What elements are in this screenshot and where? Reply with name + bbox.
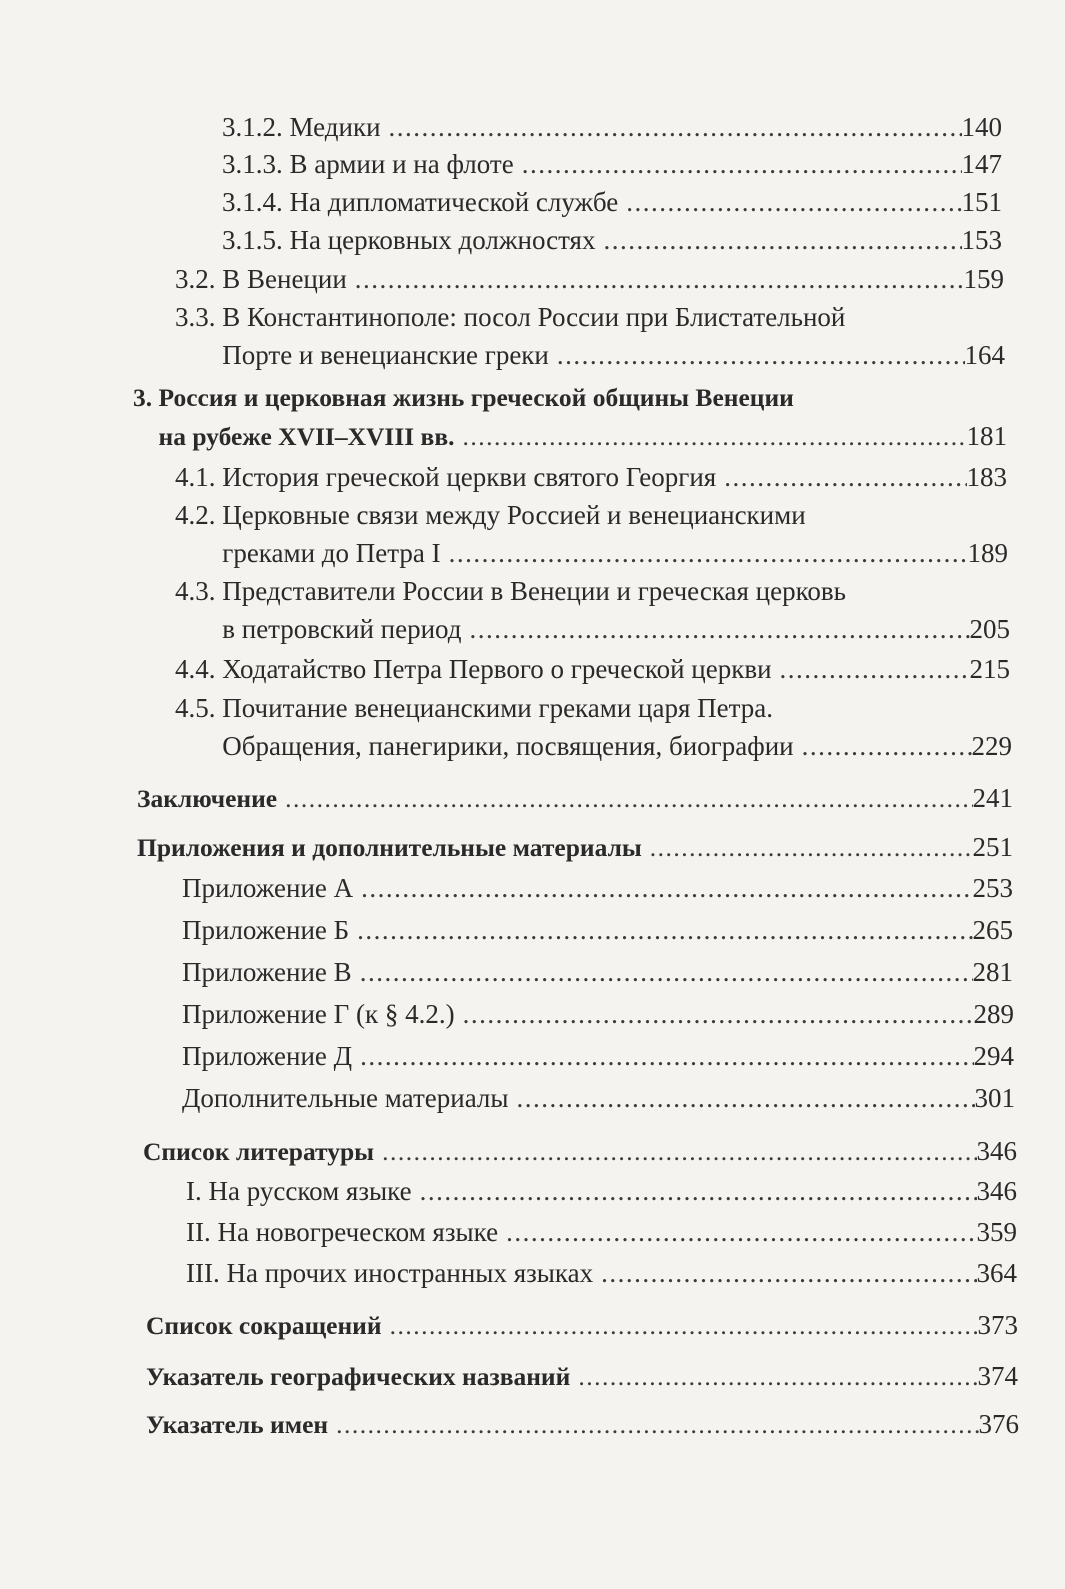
toc-entry-page-number: 151 — [961, 187, 1002, 217]
toc-entry-row — [222, 221, 1002, 259]
dot-leader — [463, 995, 974, 1033]
toc-entry-page-number: 364 — [976, 1258, 1017, 1288]
dot-leader — [603, 221, 961, 259]
toc-entry — [133, 379, 1007, 456]
toc-entry-title — [222, 727, 801, 765]
toc-entry-page-number: 215 — [969, 654, 1010, 684]
dot-leader — [361, 869, 972, 907]
toc-entry-number: 4.1. — [175, 462, 216, 492]
toc-entry — [143, 1132, 1017, 1171]
dot-leader — [470, 610, 970, 648]
toc-entry-title-text: Обращения, панегирики, посвящения, биографии — [222, 731, 794, 761]
toc-entry-title-text: На дипломатической службе — [289, 187, 619, 217]
toc-entry-title-text: Указатель имен — [146, 1410, 329, 1439]
dot-leader — [390, 1307, 978, 1345]
toc-entry — [175, 496, 1008, 572]
toc-entry-title — [186, 1172, 420, 1210]
toc-entry — [182, 953, 1013, 991]
toc-entry-number: 3.2. — [175, 264, 216, 294]
toc-entry-title — [143, 1133, 382, 1171]
toc-entry-title-text: Приложение А — [182, 873, 354, 903]
toc-entry-number: 4.4. — [175, 654, 216, 684]
toc-entry — [186, 1213, 1017, 1251]
toc-entry-title — [182, 995, 463, 1033]
toc-entry-title-line1 — [133, 379, 1007, 417]
toc-entry — [222, 183, 1002, 221]
toc-entry-title — [146, 1358, 578, 1396]
toc-entry-page-number: 289 — [973, 999, 1014, 1029]
toc-entry-number: I. — [186, 1176, 202, 1206]
toc-entry-number: 4.2. — [175, 500, 216, 530]
toc-entry-title — [175, 260, 355, 298]
toc-entry-page-number: 241 — [972, 783, 1013, 813]
dot-leader — [650, 829, 973, 867]
toc-entry-page-number: 373 — [977, 1310, 1018, 1340]
toc-entry — [222, 145, 1002, 183]
toc-entry-title-text: История греческой церкви святого Георгия — [222, 462, 717, 492]
toc-entry — [137, 828, 1013, 867]
toc-entry-number: 3.1.2. — [222, 112, 283, 142]
toc-entry-page-number: 374 — [977, 1361, 1018, 1391]
toc-entry — [175, 260, 1004, 298]
toc-entry-title-text: В Венеции — [222, 264, 347, 294]
toc-entry-title-text: греками до Петра I — [222, 538, 441, 568]
toc-entry-row — [186, 1254, 1017, 1292]
toc-entry-title-text: Дополнительные материалы — [182, 1083, 509, 1113]
toc-entry-title-line1 — [175, 298, 1005, 336]
toc-entry-row — [182, 953, 1013, 991]
dot-leader — [357, 911, 972, 949]
toc-entry-title-text: Россия и церковная жизнь греческой общины Венеции — [158, 383, 794, 412]
dot-leader — [780, 650, 970, 688]
toc-entry — [146, 1306, 1018, 1345]
dot-leader — [578, 1358, 977, 1396]
toc-entry-number: 3. — [133, 383, 153, 412]
toc-entry-title — [222, 145, 522, 183]
toc-entry-page-number: 164 — [964, 340, 1005, 370]
toc-entry-title-text: Ходатайство Петра Первого о греческой церкви — [222, 654, 772, 684]
toc-entry-title — [182, 953, 360, 991]
toc-entry-page-number: 253 — [972, 873, 1013, 903]
toc-entry — [175, 572, 1010, 648]
toc-entry-row — [222, 108, 1002, 146]
toc-entry-title — [137, 780, 285, 818]
toc-entry-title-text: Медики — [289, 112, 381, 142]
toc-entry-title-text: Список сокращений — [146, 1311, 382, 1340]
toc-entry-page-number: 376 — [978, 1409, 1019, 1439]
toc-entry-title — [222, 183, 626, 221]
dot-leader — [360, 1037, 973, 1075]
toc-entry-page-number: 346 — [976, 1176, 1017, 1206]
toc-entry-title-text: В армии и на флоте — [289, 149, 514, 179]
toc-entry-number: 3.1.5. — [222, 225, 283, 255]
toc-entry-row — [137, 828, 1013, 867]
toc-entry-title-text: На русском языке — [208, 1176, 412, 1206]
toc-entry-page-number: 294 — [973, 1041, 1014, 1071]
dot-leader — [626, 183, 961, 221]
dot-leader — [517, 1079, 975, 1117]
toc-entry — [175, 650, 1010, 688]
toc-entry — [175, 298, 1005, 374]
toc-entry-row — [182, 1037, 1014, 1075]
dot-leader — [355, 260, 964, 298]
dot-leader — [724, 458, 966, 496]
toc-entry-title-text: в петровский период — [222, 614, 462, 644]
toc-entry-title-text: Заключение — [137, 784, 278, 813]
toc-entry-page-number: 189 — [967, 538, 1008, 568]
dot-leader — [462, 418, 966, 456]
toc-entry-title-text: Приложение Б — [182, 915, 350, 945]
toc-entry-row — [133, 417, 1007, 456]
toc-entry-title-text: Почитание венецианскими греками царя Петра. — [222, 693, 773, 723]
toc-entry-row — [146, 1405, 1019, 1444]
dot-leader — [382, 1133, 976, 1171]
dot-leader — [360, 953, 973, 991]
toc-entry-title — [222, 336, 557, 374]
toc-entry-row — [182, 995, 1014, 1033]
toc-entry-title — [137, 829, 650, 867]
toc-entry-row — [175, 458, 1007, 496]
toc-entry-page-number: 153 — [961, 225, 1002, 255]
toc-entry-title-line1 — [175, 496, 1008, 534]
toc-entry — [175, 458, 1007, 496]
dot-leader — [522, 145, 962, 183]
toc-entry-title — [175, 458, 724, 496]
toc-entry-page-number: 229 — [971, 731, 1012, 761]
toc-entry — [182, 911, 1013, 949]
toc-entry — [146, 1405, 1019, 1444]
toc-entry-title-text: На прочих иностранных языках — [226, 1258, 594, 1288]
toc-entry-title-text: Приложение Г (к § 4.2.) — [182, 999, 455, 1029]
toc-entry-row — [182, 1079, 1015, 1117]
toc-entry-page-number: 181 — [966, 421, 1007, 451]
toc-entry-title — [222, 534, 448, 572]
toc-entry-page-number: 359 — [976, 1217, 1017, 1247]
toc-entry — [222, 221, 1002, 259]
toc-entry-title — [175, 650, 780, 688]
toc-entry-row — [182, 911, 1013, 949]
dot-leader — [449, 534, 968, 572]
toc-entry-title-text: На новогреческом языке — [217, 1217, 499, 1247]
toc-entry-number: 3.3. — [175, 302, 216, 332]
toc-entry-number: III. — [186, 1258, 220, 1288]
toc-entry-page-number: 205 — [969, 614, 1010, 644]
toc-entry — [182, 1079, 1015, 1117]
toc-entry-row — [186, 1213, 1017, 1251]
toc-entry-row — [175, 336, 1005, 374]
dot-leader — [336, 1406, 978, 1444]
toc-entry-title — [182, 1079, 517, 1117]
toc-entry-row — [175, 534, 1008, 572]
toc-entry-row — [143, 1132, 1017, 1171]
toc-entry-page-number: 251 — [972, 832, 1013, 862]
toc-entry-title — [182, 911, 357, 949]
toc-entry-title — [159, 418, 463, 456]
toc-entry-number: II. — [186, 1217, 211, 1247]
toc-entry-title — [182, 869, 361, 907]
toc-entry-page-number: 140 — [961, 112, 1002, 142]
toc-entry-row — [182, 869, 1013, 907]
toc-entry-title-text: В Константинополе: посол России при Блистательной — [222, 302, 846, 332]
toc-entry-title — [186, 1213, 506, 1251]
toc-entry-title — [222, 108, 389, 146]
toc-entry-row — [137, 779, 1013, 818]
toc-entry-page-number: 301 — [974, 1083, 1015, 1113]
toc-entry-row — [146, 1306, 1018, 1345]
dot-leader — [389, 108, 962, 146]
toc-entry-title-line1 — [175, 572, 1010, 610]
toc-entry-title-text: Представители России в Венеции и греческая церковь — [222, 576, 846, 606]
toc-entry — [175, 689, 1012, 765]
toc-entry-title — [146, 1406, 336, 1444]
toc-entry — [222, 108, 1002, 146]
toc-entry — [182, 869, 1013, 907]
dot-leader — [506, 1213, 976, 1251]
toc-entry-title-text: На церковных должностях — [289, 225, 596, 255]
toc-entry-number: 3.1.4. — [222, 187, 283, 217]
toc-entry-title-text: на рубеже XVII–XVIII вв. — [158, 422, 455, 451]
toc-entry-page-number: 281 — [972, 957, 1013, 987]
toc-entry-row — [175, 610, 1010, 648]
toc-entry — [182, 1037, 1014, 1075]
toc-entry-title-text: Приложение Д — [182, 1041, 353, 1071]
toc-entry-number: 4.5. — [175, 693, 216, 723]
toc-entry — [186, 1254, 1017, 1292]
dot-leader — [285, 780, 972, 818]
toc-entry — [146, 1357, 1018, 1396]
toc-entry-title-text: Список литературы — [143, 1137, 375, 1166]
toc-entry-title-text: Указатель географических названий — [146, 1362, 571, 1391]
toc-entry-number: 4.3. — [175, 576, 216, 606]
toc-entry-title — [222, 221, 603, 259]
toc-entry-title — [222, 610, 469, 648]
toc-entry — [186, 1172, 1017, 1210]
toc-entry-title — [182, 1037, 360, 1075]
toc-entry-row — [222, 183, 1002, 221]
toc-entry-title-text: Приложение В — [182, 957, 352, 987]
toc-entry-number: 3.1.3. — [222, 149, 283, 179]
toc-entry-page-number: 346 — [976, 1136, 1017, 1166]
toc-entry-row — [175, 650, 1010, 688]
toc-entry-title-text: Приложения и дополнительные материалы — [137, 833, 642, 862]
toc-entry-title — [186, 1254, 601, 1292]
toc-entry-row — [222, 145, 1002, 183]
toc-entry-page-number: 183 — [966, 462, 1007, 492]
toc-entry-title-text: Церковные связи между Россией и венецианскими — [222, 500, 806, 530]
toc-entry-row — [175, 260, 1004, 298]
dot-leader — [802, 727, 972, 765]
toc-entry-page-number: 147 — [961, 149, 1002, 179]
toc-entry-title — [146, 1307, 390, 1345]
dot-leader — [557, 336, 965, 374]
toc-entry — [182, 995, 1014, 1033]
toc-entry-row — [146, 1357, 1018, 1396]
toc-entry-title-text: Порте и венецианские греки — [222, 340, 549, 370]
toc-entry-title-line1 — [175, 689, 1012, 727]
toc-entry-row — [186, 1172, 1017, 1210]
toc-entry-page-number: 159 — [963, 264, 1004, 294]
toc-entry — [137, 779, 1013, 818]
dot-leader — [420, 1172, 977, 1210]
toc-entry-page-number: 265 — [972, 915, 1013, 945]
toc-entry-row — [175, 727, 1012, 765]
dot-leader — [601, 1254, 976, 1292]
